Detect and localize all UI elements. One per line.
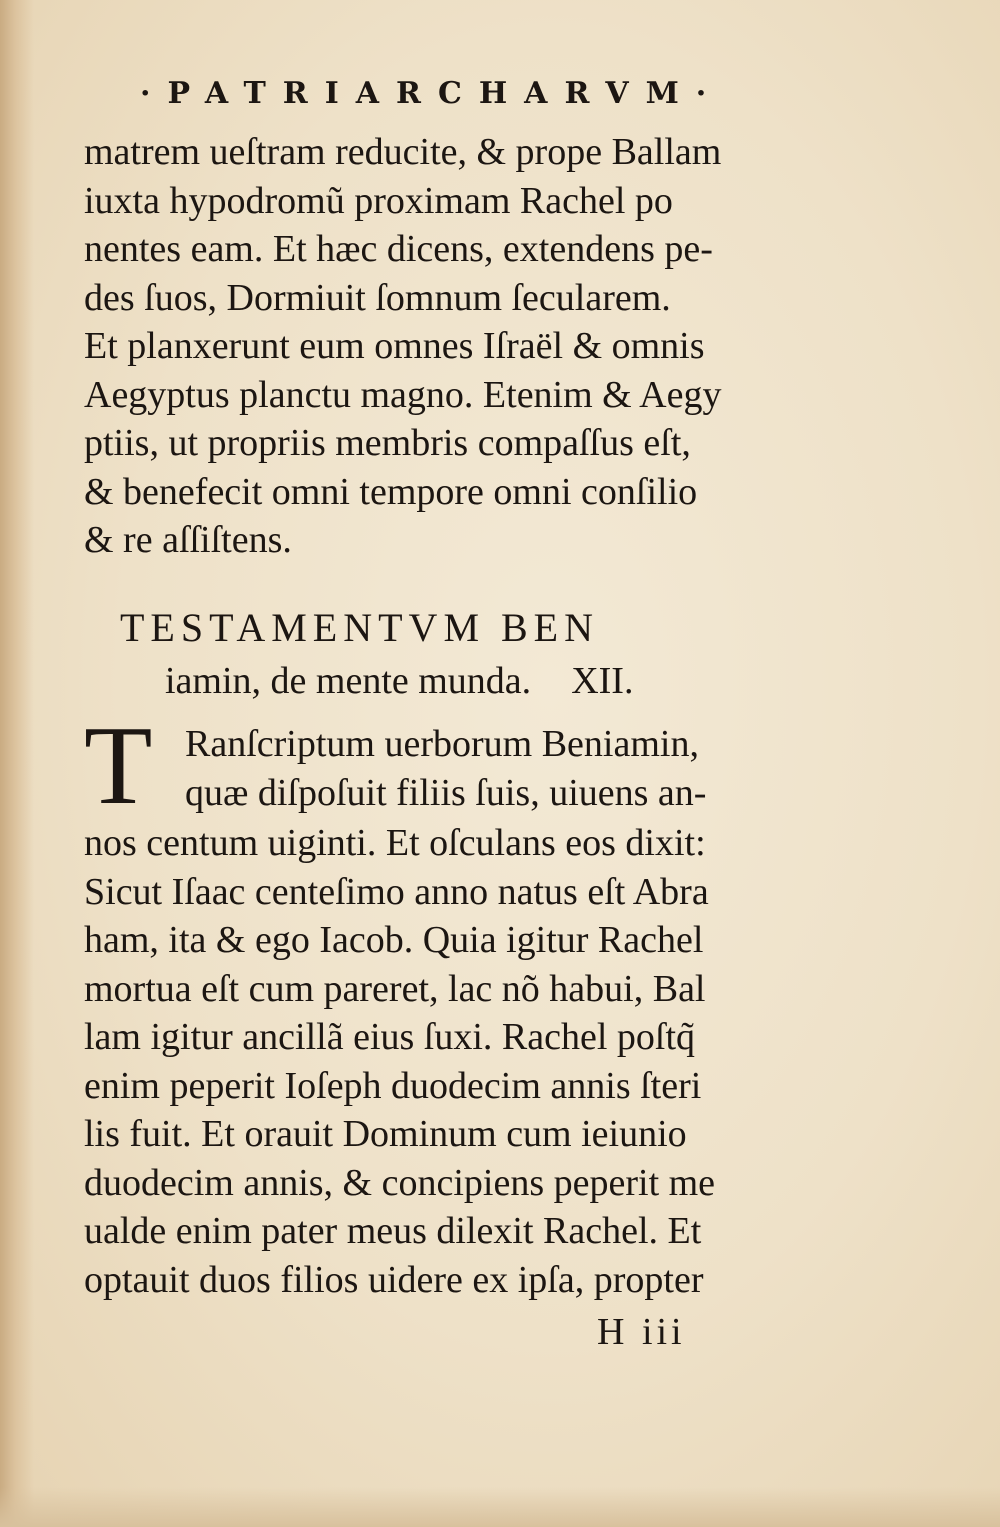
text-line: & benefecit omni tempore omni conſilio bbox=[84, 470, 698, 513]
section-title: TESTAMENTVM BEN bbox=[120, 605, 600, 650]
text-line: ham, ita & ego Iacob. Quia igitur Rachel bbox=[84, 919, 704, 961]
text-line: lis fuit. Et orauit Dominum cum ieiunio bbox=[84, 1113, 687, 1155]
section-subtitle-text: iamin, de mente munda. bbox=[165, 660, 532, 702]
text-line: Ranſcriptum uerborum Beniamin, bbox=[185, 723, 699, 765]
text-line: nentes eam. Et hæc dicens, extendens pe- bbox=[84, 228, 713, 270]
paragraph-2-indented-lines bbox=[185, 720, 845, 817]
paragraph-2 bbox=[84, 819, 844, 1304]
signature-mark: H iii bbox=[597, 1311, 686, 1353]
drop-cap: T bbox=[84, 704, 153, 828]
text-line: Sicut Iſaac centeſimo anno natus eſt Abra bbox=[84, 870, 709, 913]
page-gutter-shadow bbox=[0, 0, 34, 1527]
running-head: ·PATRIARCHARVM· bbox=[140, 76, 724, 111]
text-line: matrem ueſtram reducite, & prope Ballam bbox=[84, 131, 722, 173]
text-line: mortua eſt cum pareret, lac nõ habui, Bal bbox=[84, 967, 706, 1010]
text-line: lam igitur ancillã eius ſuxi. Rachel poſtq̃ bbox=[84, 1016, 696, 1058]
text-line: ualde enim pater meus dilexit Rachel. Et bbox=[84, 1210, 702, 1252]
text-line: Aegyptus planctu magno. Etenim & Aegy bbox=[84, 373, 722, 416]
page-bottom-shadow bbox=[0, 1487, 1000, 1527]
paragraph-1 bbox=[84, 128, 844, 565]
text-line: nos centum uiginti. Et oſculans eos dixit: bbox=[84, 822, 706, 864]
text-line: duodecim annis, & concipiens peperit me bbox=[84, 1161, 716, 1204]
section-numeral: XII. bbox=[571, 660, 634, 702]
text-line: & re aſſiſtens. bbox=[84, 519, 292, 561]
text-line: iuxta hypodromũ proximam Rachel po bbox=[84, 179, 673, 222]
section-subtitle bbox=[165, 656, 805, 706]
text-line: optauit duos filios uidere ex ipſa, propter bbox=[84, 1258, 704, 1301]
text-line: enim peperit Ioſeph duodecim annis ſteri bbox=[84, 1064, 702, 1107]
text-line: des ſuos, Dormiuit ſomnum ſecularem. bbox=[84, 276, 671, 319]
text-line: quæ diſpoſuit filiis ſuis, uiuens an- bbox=[185, 771, 707, 814]
text-line: Et planxerunt eum omnes Iſraël & omnis bbox=[84, 325, 705, 367]
text-line: ptiis, ut propriis membris compaſſus eſt, bbox=[84, 422, 691, 464]
